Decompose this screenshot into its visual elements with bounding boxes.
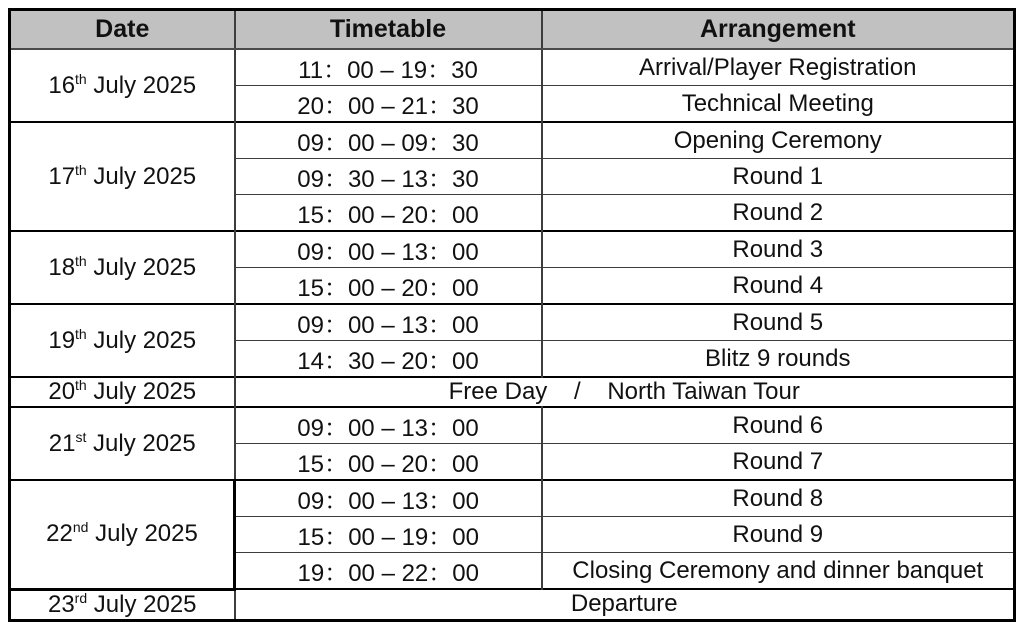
date-ordinal: th — [75, 252, 87, 269]
arrangement-cell: Round 1 — [542, 159, 1015, 195]
date-rest: July 2025 — [86, 71, 197, 99]
arrangement-cell: Blitz 9 rounds — [542, 341, 1015, 378]
arrangement-cell: Arrival/Player Registration — [542, 49, 1015, 86]
timetable-cell: 09：00 – 13：00 — [235, 407, 542, 444]
arrangement-cell: Round 3 — [542, 231, 1015, 268]
timetable-cell: 09：00 – 13：00 — [235, 480, 542, 517]
date-rest: July 2025 — [87, 590, 197, 618]
date-cell-18-july — [10, 231, 235, 304]
date-cell-22-july — [10, 480, 235, 589]
date-cell-20-july — [10, 377, 235, 407]
timetable-cell: 09：00 – 13：00 — [235, 304, 542, 341]
col-header-date: Date — [10, 10, 235, 50]
date-ordinal: th — [75, 377, 87, 393]
table-row — [10, 589, 1015, 620]
col-header-arrangement: Arrangement — [542, 10, 1015, 50]
date-ordinal: rd — [74, 589, 88, 606]
timetable-cell: 11：00 – 19：30 — [235, 49, 542, 86]
date-ordinal: th — [75, 325, 87, 342]
table-row — [10, 122, 1015, 159]
free-day-cell: Free Day / North Taiwan Tour — [235, 377, 1015, 407]
date-ordinal: th — [75, 161, 87, 178]
date-rest: July 2025 — [86, 429, 196, 457]
timetable-cell: 19：00 – 22：00 — [235, 553, 542, 590]
date-cell-19-july — [10, 304, 235, 377]
timetable-cell: 14：30 – 20：00 — [235, 341, 542, 378]
table-row — [10, 231, 1015, 268]
date-rest: July 2025 — [86, 378, 197, 405]
date-day: 18 — [48, 253, 76, 281]
date-cell-21-july — [10, 407, 235, 480]
timetable-cell: 15：00 – 20：00 — [235, 195, 542, 232]
date-day: 19 — [48, 326, 76, 354]
header-row — [10, 10, 1015, 50]
timetable-cell: 09：00 – 13：00 — [235, 231, 542, 268]
arrangement-cell: Round 6 — [542, 407, 1015, 444]
date-ordinal: th — [75, 70, 87, 87]
arrangement-cell: Technical Meeting — [542, 86, 1015, 123]
timetable-cell: 09：30 – 13：30 — [235, 159, 542, 195]
date-day: 20 — [48, 378, 76, 405]
date-cell-23-july — [10, 589, 235, 620]
date-rest: July 2025 — [88, 520, 198, 548]
table-row — [10, 377, 1015, 407]
arrangement-cell: Round 5 — [542, 304, 1015, 341]
date-rest: July 2025 — [86, 326, 197, 354]
date-rest: July 2025 — [86, 162, 197, 190]
arrangement-cell: Round 2 — [542, 195, 1015, 232]
date-day: 21 — [48, 429, 76, 457]
arrangement-cell: Closing Ceremony and dinner banquet — [542, 553, 1015, 590]
timetable-cell: 15：00 – 20：00 — [235, 444, 542, 481]
table-row — [10, 49, 1015, 86]
table-row — [10, 304, 1015, 341]
departure-cell: Departure — [235, 589, 1015, 620]
timetable-cell: 15：00 – 19：00 — [235, 517, 542, 553]
date-ordinal: st — [75, 428, 87, 445]
timetable-cell: 15：00 – 20：00 — [235, 268, 542, 305]
event-schedule-table — [8, 8, 1016, 622]
date-day: 22 — [46, 520, 73, 548]
arrangement-cell: Round 8 — [542, 480, 1015, 517]
date-cell-17-july — [10, 122, 235, 231]
date-day: 23 — [47, 590, 75, 618]
arrangement-cell: Round 4 — [542, 268, 1015, 305]
timetable-cell: 09：00 – 09：30 — [235, 122, 542, 159]
date-cell-16-july — [10, 49, 235, 122]
date-rest: July 2025 — [86, 253, 197, 281]
date-day: 17 — [48, 162, 76, 190]
timetable-cell: 20：00 – 21：30 — [235, 86, 542, 123]
arrangement-cell: Round 9 — [542, 517, 1015, 553]
table-row — [10, 480, 1015, 517]
date-day: 16 — [48, 71, 76, 99]
col-header-timetable: Timetable — [235, 10, 542, 50]
arrangement-cell: Round 7 — [542, 444, 1015, 481]
table-row — [10, 407, 1015, 444]
date-ordinal: nd — [72, 519, 89, 536]
arrangement-cell: Opening Ceremony — [542, 122, 1015, 159]
